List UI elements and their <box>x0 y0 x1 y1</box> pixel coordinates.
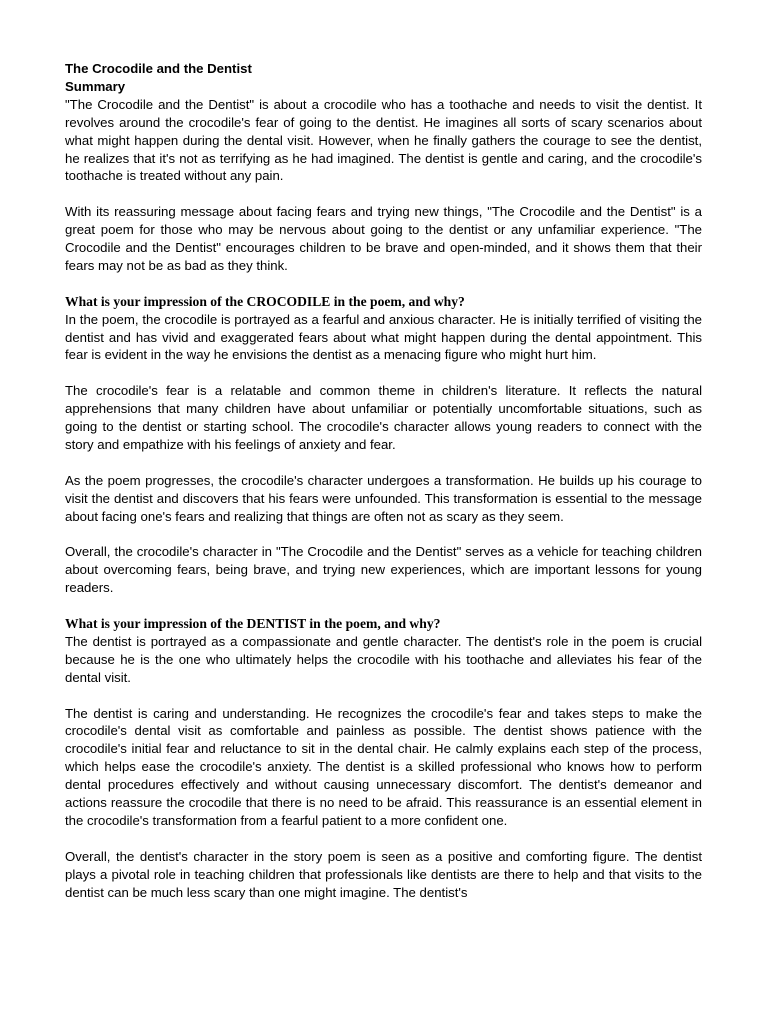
dentist-question-heading: What is your impression of the DENTIST in the poem, and why? <box>65 616 441 631</box>
summary-paragraph: "The Crocodile and the Dentist" is about a crocodile who has a toothache and needs to visit the dentist. It revolves around the crocodile's fear of going to the dentist. He imagines all sorts of scary scenarios about what might happen during the dental visit. However, when he finally gathers the courage to see the dentist, he realizes that it's not as terrifying as he had imagined. The dentist is gentle and caring, and the crocodile's toothache is treated without any pain. <box>65 96 702 184</box>
crocodile-paragraph: Overall, the crocodile's character in "The Crocodile and the Dentist" serves as a vehicle for teaching children about overcoming fears, being brave, and trying new experiences, which are important lessons for young readers. <box>65 544 702 596</box>
summary-heading: Summary <box>65 78 126 94</box>
dentist-paragraph: Overall, the dentist's character in the story poem is seen as a positive and comforting figure. The dentist plays a pivotal role in teaching children that professionals like dentists are there to help and that visits to the dentist can be much less scary than one might imagine. The dentist's <box>65 848 702 900</box>
summary-paragraph: With its reassuring message about facing fears and trying new things, "The Crocodile and the Dentist" is a great poem for those who may be nervous about going to the dentist or any unfamiliar experience. "The Crocodile and the Dentist" encourages children to be brave and open-minded, and it shows them that their fears may not be as bad as they think. <box>65 204 702 273</box>
crocodile-paragraph: In the poem, the crocodile is portrayed as a fearful and anxious character. He is initially terrified of visiting the dentist and has vivid and exaggerated fears about what might happen during the dental appointment. This fear is evident in the way he envisions the dentist as a menacing figure who might hurt him. <box>65 311 702 363</box>
dentist-paragraph: The dentist is caring and understanding. He recognizes the crocodile's fear and takes steps to make the crocodile's dental visit as comfortable and painless as possible. The dentist shows patience with the crocodile's initial fear and reluctance to sit in the dental chair. He calmly explains each step of the process, which helps ease the crocodile's anxiety. The dentist is a skilled professional who knows how to perform dental procedures effectively and without causing unnecessary discomfort. The dentist's demeanor and actions reassure the crocodile that there is no need to be afraid. This reassurance is an essential element in the crocodile's transformation from a fearful patient to a more confident one. <box>65 705 702 828</box>
document-title: The Crocodile and the Dentist <box>65 61 252 76</box>
crocodile-question-heading: What is your impression of the CROCODILE in the poem, and why? <box>65 293 465 309</box>
dentist-paragraph: The dentist is portrayed as a compassionate and gentle character. The dentist's role in the poem is crucial because he is the one who ultimately helps the crocodile with his toothache and alleviates his fear of the dental visit. <box>65 633 702 685</box>
document-page <box>65 60 702 901</box>
crocodile-paragraph: The crocodile's fear is a relatable and common theme in children's literature. It reflects the natural apprehensions that many children have about unfamiliar or potentially uncomfortable situations, such as going to the dentist or starting school. The crocodile's character allows young readers to connect with the story and empathize with his feelings of anxiety and fear. <box>65 383 702 452</box>
crocodile-paragraph: As the poem progresses, the crocodile's character undergoes a transformation. He builds up his courage to visit the dentist and discovers that his fears were unfounded. This transformation is essential to the message about facing one's fears and realizing that things are often not as scary as they seem. <box>65 472 702 524</box>
